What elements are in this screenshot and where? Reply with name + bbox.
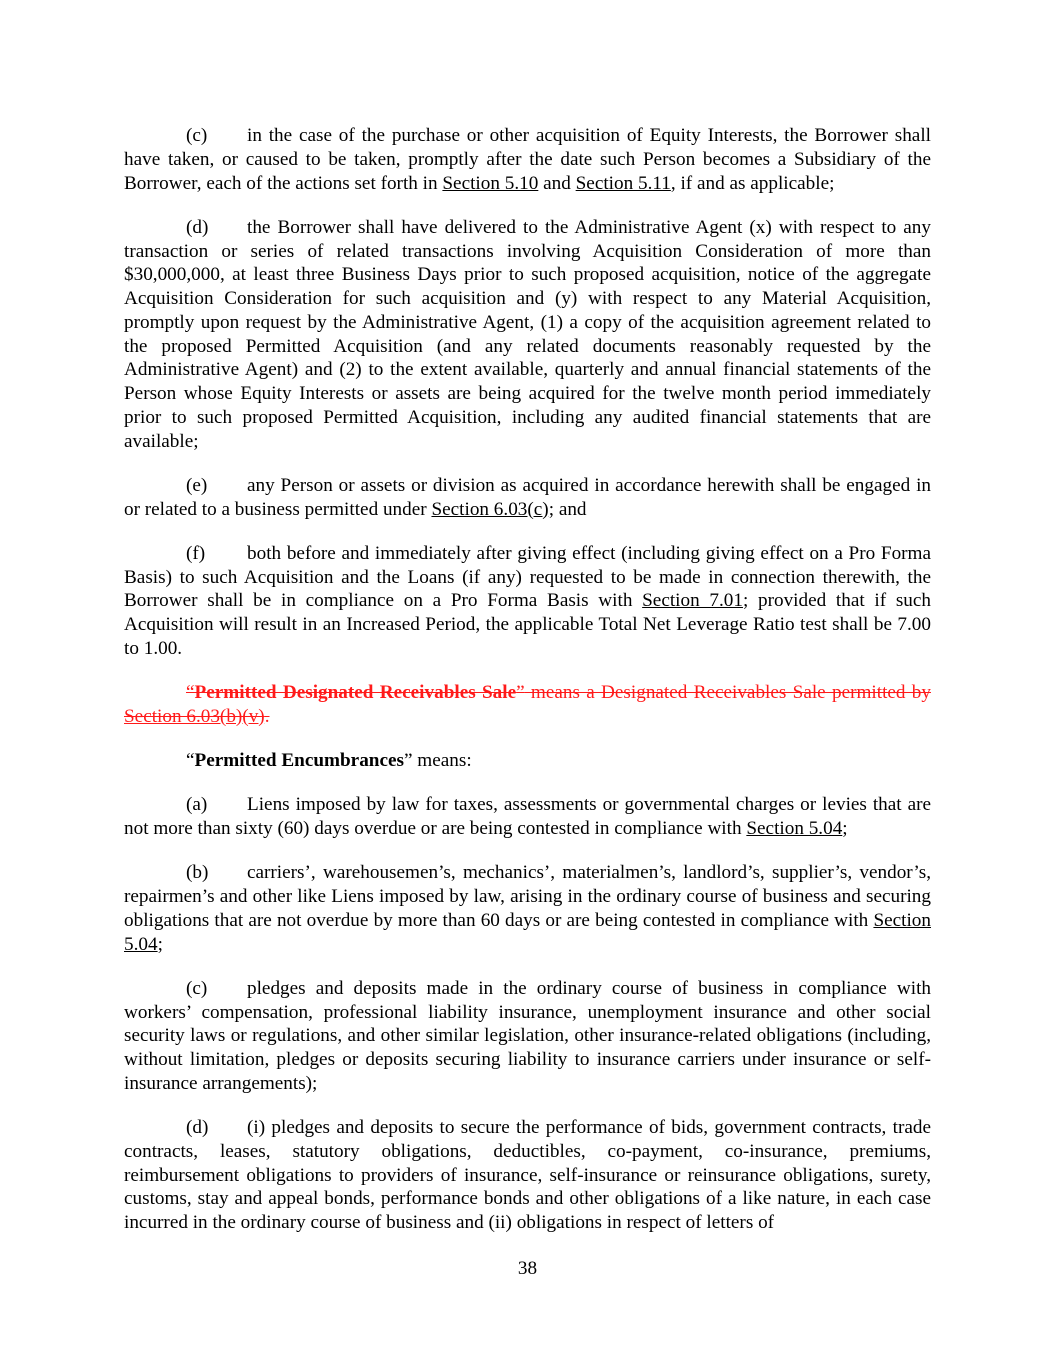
section-reference: Section 6.03(c) <box>431 498 549 520</box>
clause-e-business <box>124 474 931 522</box>
section-reference: Section 5.04 <box>124 909 931 955</box>
clause-text: ; provided that if such Acquisition will result in an Increased Period, the applicable Total Net Leverage Ratio test shall be 7.00 to 1.00. <box>124 590 931 659</box>
quote-mark: “ <box>186 682 195 703</box>
section-reference: Section 5.11 <box>575 172 671 194</box>
clause-text: ; <box>842 818 848 839</box>
clause-d-delivery <box>124 216 931 454</box>
clause-label: (c) <box>186 977 208 999</box>
quote-mark: ” <box>516 682 525 703</box>
section-reference: Section 5.10 <box>442 172 539 194</box>
clause-label: (f) <box>186 542 206 564</box>
clause-label: (d) <box>186 216 209 238</box>
clause-text: ; <box>157 933 163 955</box>
clause-label: (d) <box>186 1117 209 1138</box>
clause-c-pledges-deposits <box>124 977 931 1096</box>
clause-text: carriers’, warehousemen’s, mechanics’, materialmen’s, landlord’s, supplier’s, vendor’s, repairmen’s and other like Liens imposed by law, arising in the ordinary course of business and securing obligations that are not overdue by more than 60 days or are being contested in compliance with <box>124 862 931 931</box>
clause-text: any Person or assets or division as acquired in accordance herewith shall be engaged in or related to a business permitted under <box>124 474 931 520</box>
document-page <box>124 124 931 1255</box>
clause-label: (c) <box>186 125 208 146</box>
definition-text: means: <box>412 750 472 771</box>
clause-text: the Borrower shall have delivered to the Administrative Agent (x) with respect to any transaction or series of related transactions involving Acquisition Consideration of more than $30,000,000, at least three Business Days prior to such proposed acquisition, notice of the aggregate Acquisition Consideration for such acquisition and (y) with respect to any Material Acquisition, promptly upon request by the Administrative Agent, (1) a copy of the acquisition agreement related to the proposed Permitted Acquisition (and any related documents reasonably requested by the Administrative Agent) and (2) to the extent available, quarterly and annual financial statements of the Person whose Equity Interests or assets are being acquired for the twelve month period immediately prior to such proposed Permitted Acquisition, including any audited financial statements that are available; <box>124 216 931 452</box>
quote-mark: “ <box>186 750 195 771</box>
clause-d-performance-pledges <box>124 1116 931 1235</box>
clause-text: ; and <box>548 498 587 520</box>
quote-mark: ” <box>403 750 413 771</box>
clause-text: Liens imposed by law for taxes, assessments or governmental charges or levies that are not more than sixty (60) days overdue or are being contested in compliance with <box>124 794 931 839</box>
clause-text: in the case of the purchase or other acquisition of Equity Interests, the Borrower shall have taken, or caused to be taken, promptly after the date such Person becomes a Subsidiary of the Borrower, each of the actions set forth in <box>124 125 931 194</box>
page-number: 38 <box>517 1258 538 1279</box>
clause-text: (i) pledges and deposits to secure the performance of bids, government contracts, trade contracts, leases, statutory obligations, deductibles, co-payment, co-insurance, premiums, reimbursement obligations to providers of insurance, self-insurance or reinsurance obligations, surety, customs, stay and appeal bonds, performance bonds and other obligations of a like nature, in each case incurred in the ordinary course of business and (ii) obligations in respect of letters of <box>124 1117 931 1233</box>
definition-text: means a Designated Receivables Sale permitted by <box>524 682 931 703</box>
clause-text: both before and immediately after giving effect (including giving effect on a Pro Forma Basis) to such Acquisition and the Loans (if any) requested to be made in connection therewith, the Borrower shall be in compliance on a Pro Forma Basis with <box>124 542 931 612</box>
definition-permitted-encumbrances <box>124 749 931 773</box>
clause-b-statutory-liens <box>124 861 931 956</box>
section-reference: Section 5.04 <box>746 818 843 839</box>
clause-c-equity-actions <box>124 124 931 195</box>
clause-f-compliance <box>124 542 931 661</box>
clause-label: (b) <box>186 862 209 884</box>
clause-text: , if and as applicable; <box>670 172 835 194</box>
section-reference: Section 6.03(b)(v) <box>124 705 265 727</box>
clause-text: and <box>538 172 576 194</box>
clause-label: (a) <box>186 794 208 816</box>
section-reference: Section 7.01 <box>642 590 743 612</box>
clause-a-tax-liens <box>124 793 931 841</box>
clause-text: pledges and deposits made in the ordinary course of business in compliance with workers’ compensation, professional liability insurance, unemployment insurance and other social security laws or regulations, and other similar legislation, other insurance-related obligations (including, without limitation, pledges or deposits securing liability to insurance carriers under insurance or self-insurance arrangements); <box>124 977 931 1094</box>
deleted-definition-permitted-designated-receivables-sale <box>124 681 931 729</box>
defined-term: Permitted Designated Receivables Sale <box>194 682 517 703</box>
definition-text: . <box>264 705 270 727</box>
defined-term: Permitted Encumbrances <box>194 750 404 771</box>
clause-label: (e) <box>186 474 208 496</box>
